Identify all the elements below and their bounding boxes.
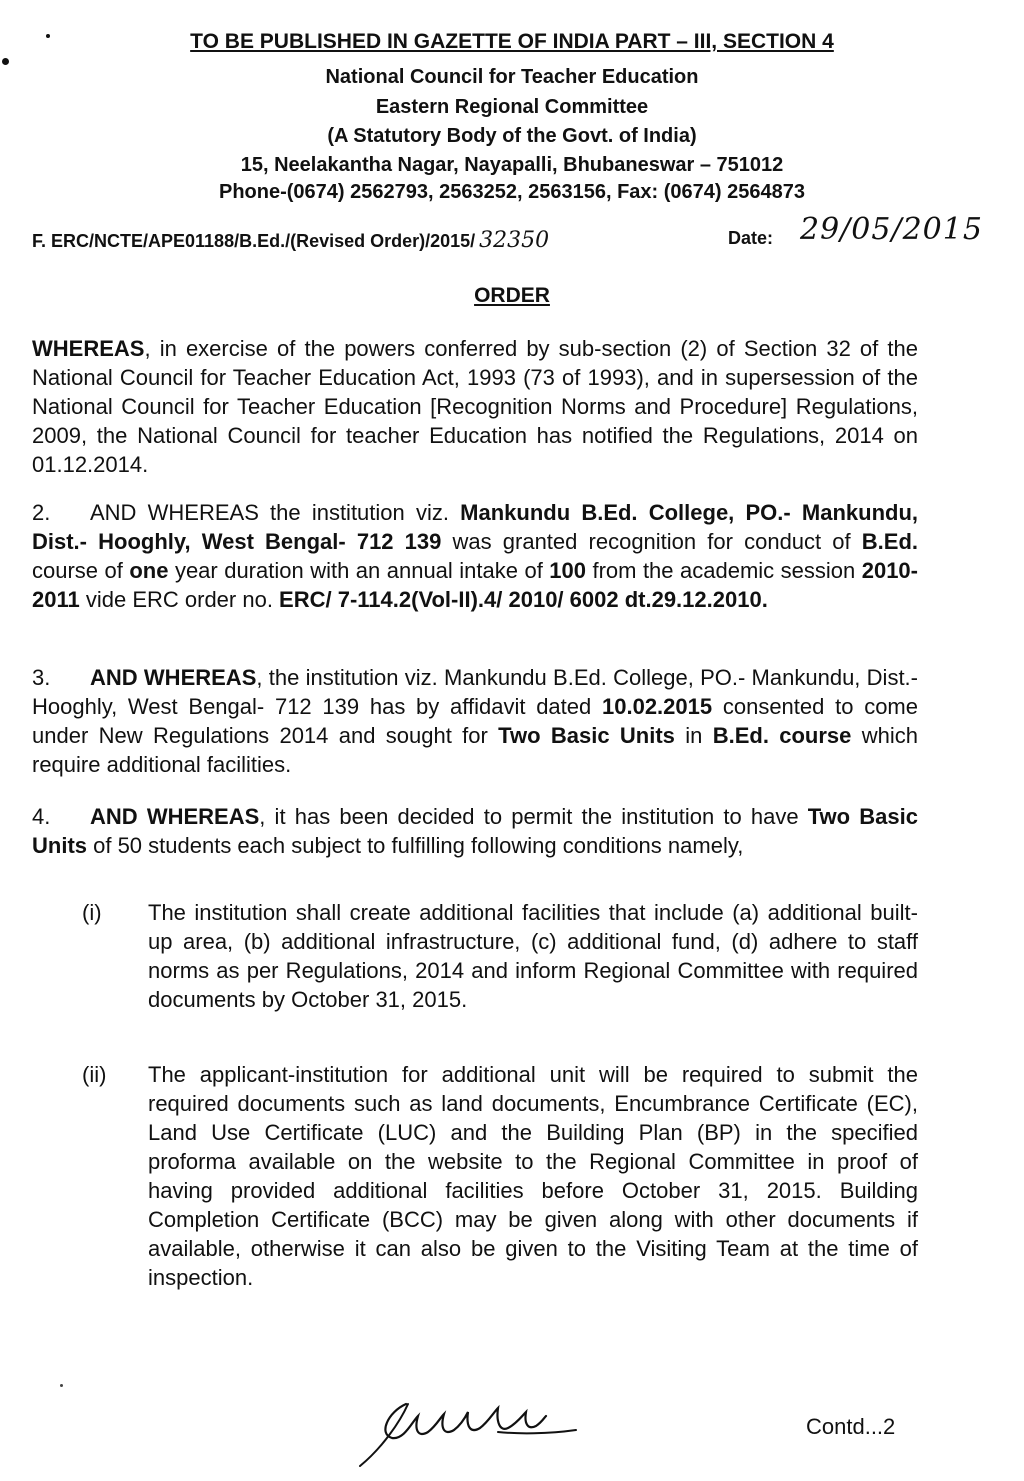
phone-fax-line: Phone-(0674) 2562793, 2563252, 2563156, Fax: (0674) 2564873 — [219, 181, 805, 203]
p2-institution: Mankundu B.Ed. College, PO.- Mankundu, Dist.- Hooghly, West Bengal- 712 139 — [32, 500, 918, 554]
file-ref-text: F. ERC/NCTE/APE01188/B.Ed./(Revised Order)/2015/ — [32, 231, 476, 251]
condition-ii-text: The applicant-institution for additional unit will be required to submit the required documents such as land documents, Encumbrance Certificate (EC), Land Use Certificate (LUC) and the Building Plan (BP) in the specified proforma available on the website to the Regional Committee in proof of having provided additional facilities before October 31, 2015. Building Completion Certificate (BCC) may be given along with other documents if available, otherwise it can also be given to the Visiting Team at the time of inspection. — [148, 1062, 918, 1290]
p2-text-1: AND WHEREAS the institution viz. — [90, 500, 461, 525]
order-title: ORDER — [474, 284, 550, 307]
p2-session: 2010-2011 — [32, 558, 918, 612]
p2-text-3: course of — [32, 558, 130, 583]
date-label: Date: — [728, 228, 774, 248]
statutory-line: (A Statutory Body of the Govt. of India) — [327, 125, 697, 147]
condition-i — [82, 898, 918, 1014]
gazette-heading: TO BE PUBLISHED IN GAZETTE OF INDIA PART – III, SECTION 4 — [190, 30, 834, 53]
p2-number: 2. — [32, 500, 51, 525]
committee-name: Eastern Regional Committee — [375, 96, 649, 118]
p3-units: Two Basic Units — [498, 723, 675, 748]
p2-order-no: ERC/ 7-114.2(Vol-II).4/ 2010/ 6002 dt.29.12.2010. — [279, 587, 768, 612]
p4-text-2: of 50 students each subject to fulfilling following conditions namely, — [87, 833, 744, 858]
file-reference — [32, 228, 549, 253]
condition-i-text: The institution shall create additional facilities that include (a) additional built-up area, (b) additional infrastructure, (c) additional fund, (d) adhere to staff norms as per Regulations, 2014 and inform Regional Committee with required documents by October 31, 2015. — [148, 900, 918, 1012]
p4-lead: AND WHEREAS — [90, 804, 260, 829]
condition-ii-label: (ii) — [82, 1062, 107, 1087]
p3-text-3: in — [674, 723, 713, 748]
p2-intake: 100 — [549, 558, 586, 583]
p4-text-1: , it has been decided to permit the institution to have — [259, 804, 808, 829]
continued-note: Contd...2 — [806, 1414, 896, 1439]
paragraph-3 — [32, 663, 918, 779]
p3-affidavit-date: 10.02.2015 — [602, 694, 713, 719]
p3-lead: AND WHEREAS — [90, 665, 257, 690]
p3-course: B.Ed. course — [712, 723, 852, 748]
address-line: 15, Neelakantha Nagar, Nayapalli, Bhubaneswar – 751012 — [240, 154, 784, 176]
paragraph-4 — [32, 802, 918, 860]
p2-course: B.Ed. — [861, 529, 918, 554]
handwritten-number: 32350 — [479, 228, 550, 253]
p4-units: Two Basic Units — [32, 804, 918, 858]
condition-i-label: (i) — [82, 900, 102, 925]
margin-mark — [60, 1384, 63, 1387]
p1-lead: WHEREAS — [32, 336, 145, 361]
p3-text-4: which require additional facilities. — [32, 723, 918, 777]
p2-text-6: vide ERC order no. — [79, 587, 280, 612]
handwritten-date: 29/05/2015 — [800, 212, 983, 247]
council-name: National Council for Teacher Education — [325, 66, 699, 88]
p4-number: 4. — [32, 804, 51, 829]
p3-text-1: , the institution viz. Mankundu B.Ed. College, PO.- Mankundu, Dist.- Hooghly, West Bengal- 712 139 has by affidavit dated — [32, 665, 918, 719]
p2-text-2: was granted recognition for conduct of — [441, 529, 862, 554]
p2-duration: one — [129, 558, 169, 583]
p2-text-4: year duration with an annual intake of — [168, 558, 550, 583]
signature — [348, 1382, 588, 1472]
p3-text-2: consented to come under New Regulations 2014 and sought for — [32, 694, 918, 748]
p2-text-5: from the academic session — [586, 558, 862, 583]
p3-number: 3. — [32, 665, 51, 690]
p1-text: , in exercise of the powers conferred by sub-section (2) of Section 32 of the National Council for Teacher Education Act, 1993 (73 of 1993), and in supersession of the National Council for Teacher Education [Recognition Norms and Procedure] Regulations, 2009, the National Council for teacher Education has notified the Regulations, 2014 on 01.12.2014. — [32, 336, 918, 477]
condition-ii — [82, 1060, 918, 1292]
paragraph-2 — [32, 498, 918, 614]
bullet-mark — [2, 58, 9, 65]
paragraph-1 — [32, 334, 918, 479]
